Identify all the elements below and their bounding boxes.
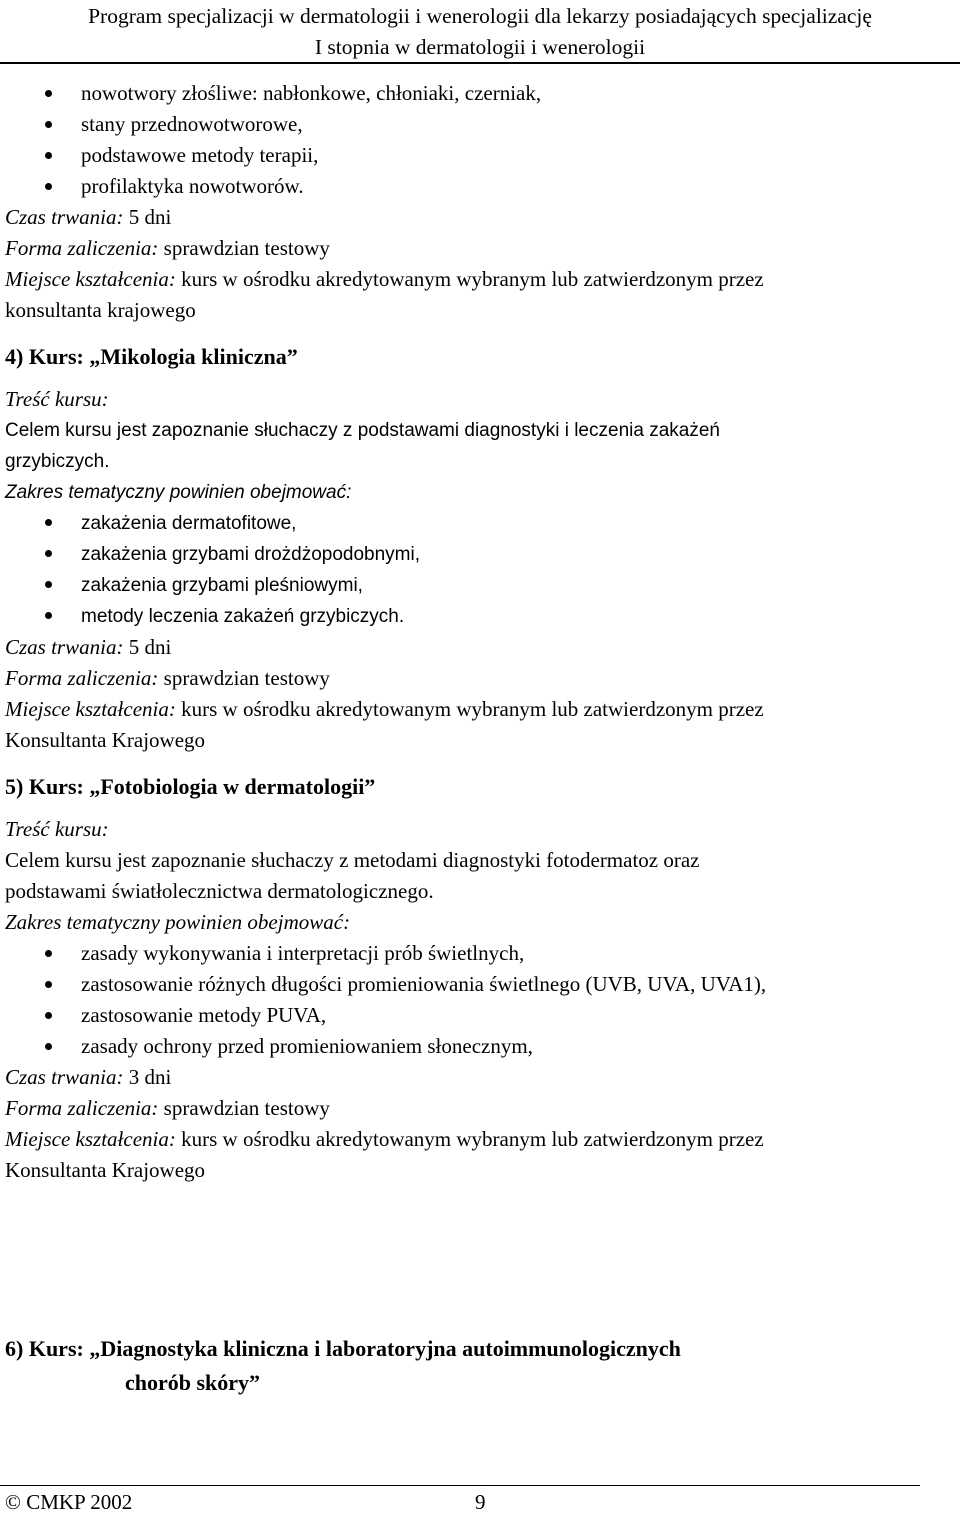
form-label: Forma zaliczenia: — [5, 236, 159, 260]
place-value: kurs w ośrodku akredytowanym wybranym lub zatwierdzonym przez — [175, 1127, 764, 1151]
duration-row — [5, 1062, 955, 1093]
course-6-title-line-2: chorób skóry” — [125, 1370, 261, 1395]
form-row — [5, 233, 955, 264]
course-4-scope-label: Zakres tematyczny powinien obejmować: — [5, 482, 352, 503]
page-number: 9 — [475, 1490, 486, 1514]
course-5-content-line-1: Celem kursu jest zapoznanie słuchaczy z metodami diagnostyki fotodermatoz oraz — [5, 848, 700, 872]
place-continuation: Konsultanta Krajowego — [5, 1158, 206, 1182]
duration-value: 3 dni — [123, 1065, 172, 1089]
course-5-bullet-list — [5, 938, 955, 1062]
course-4-title: 4) Kurs: „Mikologia kliniczna” — [5, 344, 298, 369]
list-item: nowotwory złośliwe: nabłonkowe, chłoniaki, czerniak, — [5, 78, 955, 109]
place-label: Miejsce kształcenia: — [5, 697, 176, 721]
duration-label: Czas trwania: — [5, 635, 124, 659]
duration-row — [5, 632, 955, 663]
list-item: zasady ochrony przed promieniowaniem słonecznym, — [5, 1031, 955, 1062]
list-item: zastosowanie metody PUVA, — [5, 1000, 955, 1031]
form-label: Forma zaliczenia: — [5, 666, 159, 690]
course-5-content-label: Treść kursu: — [5, 817, 109, 841]
duration-value: 5 dni — [123, 205, 172, 229]
place-label: Miejsce kształcenia: — [5, 267, 176, 291]
place-value: kurs w ośrodku akredytowanym wybranym lub zatwierdzonym przez — [175, 697, 764, 721]
form-value: sprawdzian testowy — [158, 236, 330, 260]
place-row — [5, 694, 955, 725]
top-bullet-list — [5, 78, 955, 202]
place-row — [5, 264, 955, 295]
course-4-content-label: Treść kursu: — [5, 387, 109, 411]
place-continuation: konsultanta krajowego — [5, 298, 196, 322]
list-item: stany przednowotworowe, — [5, 109, 955, 140]
list-item: zakażenia grzybami pleśniowymi, — [5, 570, 955, 601]
duration-label: Czas trwania: — [5, 1065, 124, 1089]
document-body — [5, 78, 955, 1400]
duration-value: 5 dni — [123, 635, 172, 659]
place-label: Miejsce kształcenia: — [5, 1127, 176, 1151]
place-continuation: Konsultanta Krajowego — [5, 728, 206, 752]
form-row — [5, 1093, 955, 1124]
course-6-title-line-1: 6) Kurs: „Diagnostyka kliniczna i laboratoryjna autoimmunologicznych — [5, 1336, 681, 1361]
list-item: zakażenia dermatofitowe, — [5, 508, 955, 539]
place-row — [5, 1124, 955, 1155]
course-5-scope-label: Zakres tematyczny powinien obejmować: — [5, 910, 351, 934]
course-4-bullet-list — [5, 508, 955, 632]
header-line-1: Program specjalizacji w dermatologii i wenerologii dla lekarzy posiadających specjalizację — [88, 4, 872, 28]
form-value: sprawdzian testowy — [158, 666, 330, 690]
list-item: metody leczenia zakażeń grzybiczych. — [5, 601, 955, 632]
place-value: kurs w ośrodku akredytowanym wybranym lub zatwierdzonym przez — [175, 267, 764, 291]
duration-label: Czas trwania: — [5, 205, 124, 229]
list-item: podstawowe metody terapii, — [5, 140, 955, 171]
list-item: zasady wykonywania i interpretacji prób świetlnych, — [5, 938, 955, 969]
form-label: Forma zaliczenia: — [5, 1096, 159, 1120]
form-value: sprawdzian testowy — [158, 1096, 330, 1120]
duration-row — [5, 202, 955, 233]
course-4-content-line-2: grzybiczych. — [5, 451, 110, 472]
course-4-content-line-1: Celem kursu jest zapoznanie słuchaczy z podstawami diagnostyki i leczenia zakażeń — [5, 420, 720, 441]
list-item: profilaktyka nowotworów. — [5, 171, 955, 202]
list-item: zastosowanie różnych długości promieniowania świetlnego (UVB, UVA, UVA1), — [5, 969, 955, 1000]
header-line-2: I stopnia w dermatologii i wenerologii — [314, 35, 646, 59]
page-header — [0, 0, 960, 64]
footer-divider — [0, 1485, 920, 1486]
course-5-content-line-2: podstawami światłolecznictwa dermatologicznego. — [5, 879, 434, 903]
footer-copyright: © CMKP 2002 — [5, 1490, 133, 1514]
list-item: zakażenia grzybami drożdżopodobnymi, — [5, 539, 955, 570]
course-5-title: 5) Kurs: „Fotobiologia w dermatologii” — [5, 774, 376, 799]
form-row — [5, 663, 955, 694]
